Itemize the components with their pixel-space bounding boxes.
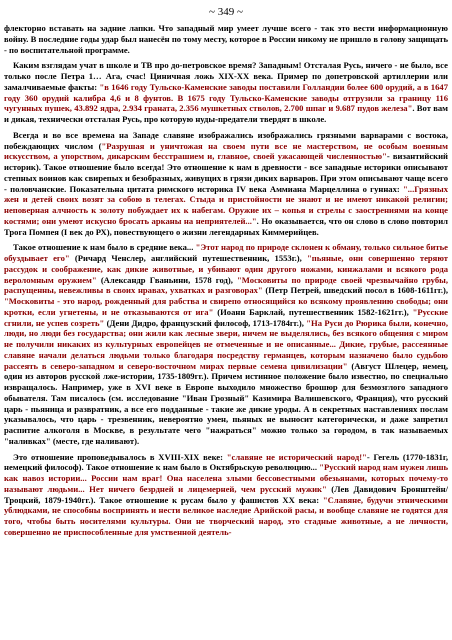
quote-highlight: "Русские сгнили, не успев созреть" <box>4 306 448 328</box>
text-run: (Дени Дидро, французский философ, 1713-1784гг.), <box>104 317 307 328</box>
text-run: (Александр Гваньини, 1578 год), <box>96 274 238 285</box>
quote-highlight: "пьяные, они совершенно теряют рассудок и соображение, как дикие животные, и убивают один другого ножами, кинжалами и всякого рода вероломным оружием" <box>4 253 448 285</box>
quote-highlight: "На Руси до Рюрика были, конечно, люди, но люди без государства; они жили как лесные звери, ничем не выделялись, без всякого общения с миром не получили никаких из культурных европейцев не отмеченные и не описанные... Дикие, грубые, рассеянные славяне начали делаться людьми только благодаря посредству германцев, которым назначено было судьбою рассеять в северо-западном и северо-восточном мирах первые семена цивилизации" <box>4 317 448 371</box>
text-run: Каким взглядам учат в школе и ТВ про до-петровское время? Западным! Отсталая Русь, ничего - не было, все только после Петра 1… Ага, счас! Циничная ложь XIX-XX века. Пример по допетровской артиллерии или замалчиваемые факты: <box>4 60 448 92</box>
text-run: (Лев Давидович Бронштейн/Троцкий, 1879-1940гг.). Такое отношение к русам было у фашистов XX века: <box>4 483 448 505</box>
quote-highlight: "Русский народ нам нужен лишь как навоз истории... России нам враг! Она населена злыми бессовестными обезьянами, которых почему-то называют людьми... Нет ничего безрдней и лицемерней, чем русский мужик" <box>4 462 449 494</box>
quote-highlight: "Славяне, будучи этническими ублюдками, не способны воспринять и нести великое наследие Арийской расы, и вообще славяне не годятся для того, чтобы быть носителями культуры. Они не творческий народ, это стадные животные, а не личности, совершенно не приспособленные для умственной деятель- <box>4 494 448 537</box>
quote-highlight: "славяне не исторический народ!" <box>226 451 367 462</box>
text-run: Такое отношение к нам было в средние века... <box>13 242 196 253</box>
text-run: - византийский историк). Такое отношение было всегда! Это отношение к нам в древности - все западные историки описывают степных воинов как свирепых и безобразных, живущих в грязи диких варваров. При этом описывают чаще всего - половчанские. Показательна цитата римского историка IV века Аммиана Марцеллина о гуннах: <box>4 151 448 194</box>
text-run: Всегда и во все времена на Западе славяне изображались изображались грязными варварами с востока, побеждающих числом ( <box>4 129 448 151</box>
quote-highlight: "Московиты по природе своей чрезвычайно грубы, распущенны, невежливы в своих нравах, ухватках и разговорах" <box>4 274 448 296</box>
text-run: (Петр Петрей, шведский посол в 1608-1611гг.), <box>262 285 448 296</box>
paragraph-p2 <box>4 60 448 125</box>
text-run: (Иоанн Барклай, путешественник 1582-1621гг.), <box>213 306 413 317</box>
text-run: - Гегель (1770-1831г, немецкий философ). Такое отношение к нам было в Октябрьскую революцию... <box>4 451 448 473</box>
page-number: ~ 349 ~ <box>209 6 243 18</box>
text-run: флекторно вставать на задние лапки. Что западный мир умеет лучше всего - так это вести информационную войну. В последние годы удар был нанесён по тому месту, которое в России никому не пришло в голову защищать - по воспитательной программе. <box>4 23 448 55</box>
quote-highlight: "Этот народ по природе склонен к обману, только сильное битье обуздывает его" <box>4 242 448 263</box>
body-text <box>4 23 448 538</box>
text-run: . Но оказывается, что он слово в слово повторил Трога Помпея (I век до РХ), повествующего о жизни легендарных Киммерийцев. <box>4 215 448 237</box>
paragraph-p1 <box>4 23 448 55</box>
paragraph-p3 <box>4 130 448 238</box>
text-run: (Ричард Ченслер, английский путешественник, 1553г.), <box>69 253 308 263</box>
text-run: (Август Шлецер, немец, один из авторов русской лже-истории, 1735-1809гг.). Причем истинное положение было известно, по специально извращалось. Например, уже в XVI веке в Европе выходило множество брошюр для безмозглого западного обывателя. Там писалось (см. исследование "Иван Грозный" Казимира Валишевского, Франция), что русский царь - пьяница и развратник, а все его подданные - такие же дикие уроды. А в секретных наставлениях послам указывалось, что царь - трезвенник, невероятно умен, пьяных не выносит категорически, и даже запретил распитие алкоголя в Москве, в результате чего "нажраться" можно только за городом, в так называемых "наливках" (месте, где наливают). <box>4 360 448 446</box>
paragraph-p5 <box>4 452 448 538</box>
quote-highlight: "в 1646 году Тульско-Каменские заводы поставили Голландии более 600 орудий, а в 1647 году 360 орудий калибра 4,6 и 8 фунтов. В 1675 году Тульско-Каменские заводы отгрузили за границу 116 чугунных пушек, 43.892 ядра, 2.934 граната, 2.356 мушкетных стволов, 2.700 шпаг и 9.687 пудов железа" <box>4 81 448 114</box>
quote-highlight: "Разрушая и уничтожая на своем пути все не мастерством, не особым военным искусством, а упорством, дикарским бесстрашием и, главное, своей ужасающей численностью" <box>4 140 448 162</box>
paragraph-p4 <box>4 242 448 446</box>
text-run: Это отношение проповедывалось в XVIII-XIX веке: <box>13 451 227 462</box>
quote-highlight: "...Грязных жен и детей своих возят за собою в телегах. Стыда и пристойности не знают и не имеют никакой религии; неповерная алчность к золоту побуждает их к набегам. Оружие их – копья и стрелы с заострениями на конце костями; они умеют искусно бросать арканы на неприятелей..." <box>4 183 448 226</box>
quote-highlight: "Московиты - это народ, рожденный для рабства и свирепо относящийся ко всякому проявлению свободы; они кротки, если угнетены, и не отказываются от ига" <box>4 296 448 317</box>
text-run: . Вот вам и дикая, технически отсталая Русь, про которую нуды-предатели твердят в школе. <box>4 103 449 124</box>
